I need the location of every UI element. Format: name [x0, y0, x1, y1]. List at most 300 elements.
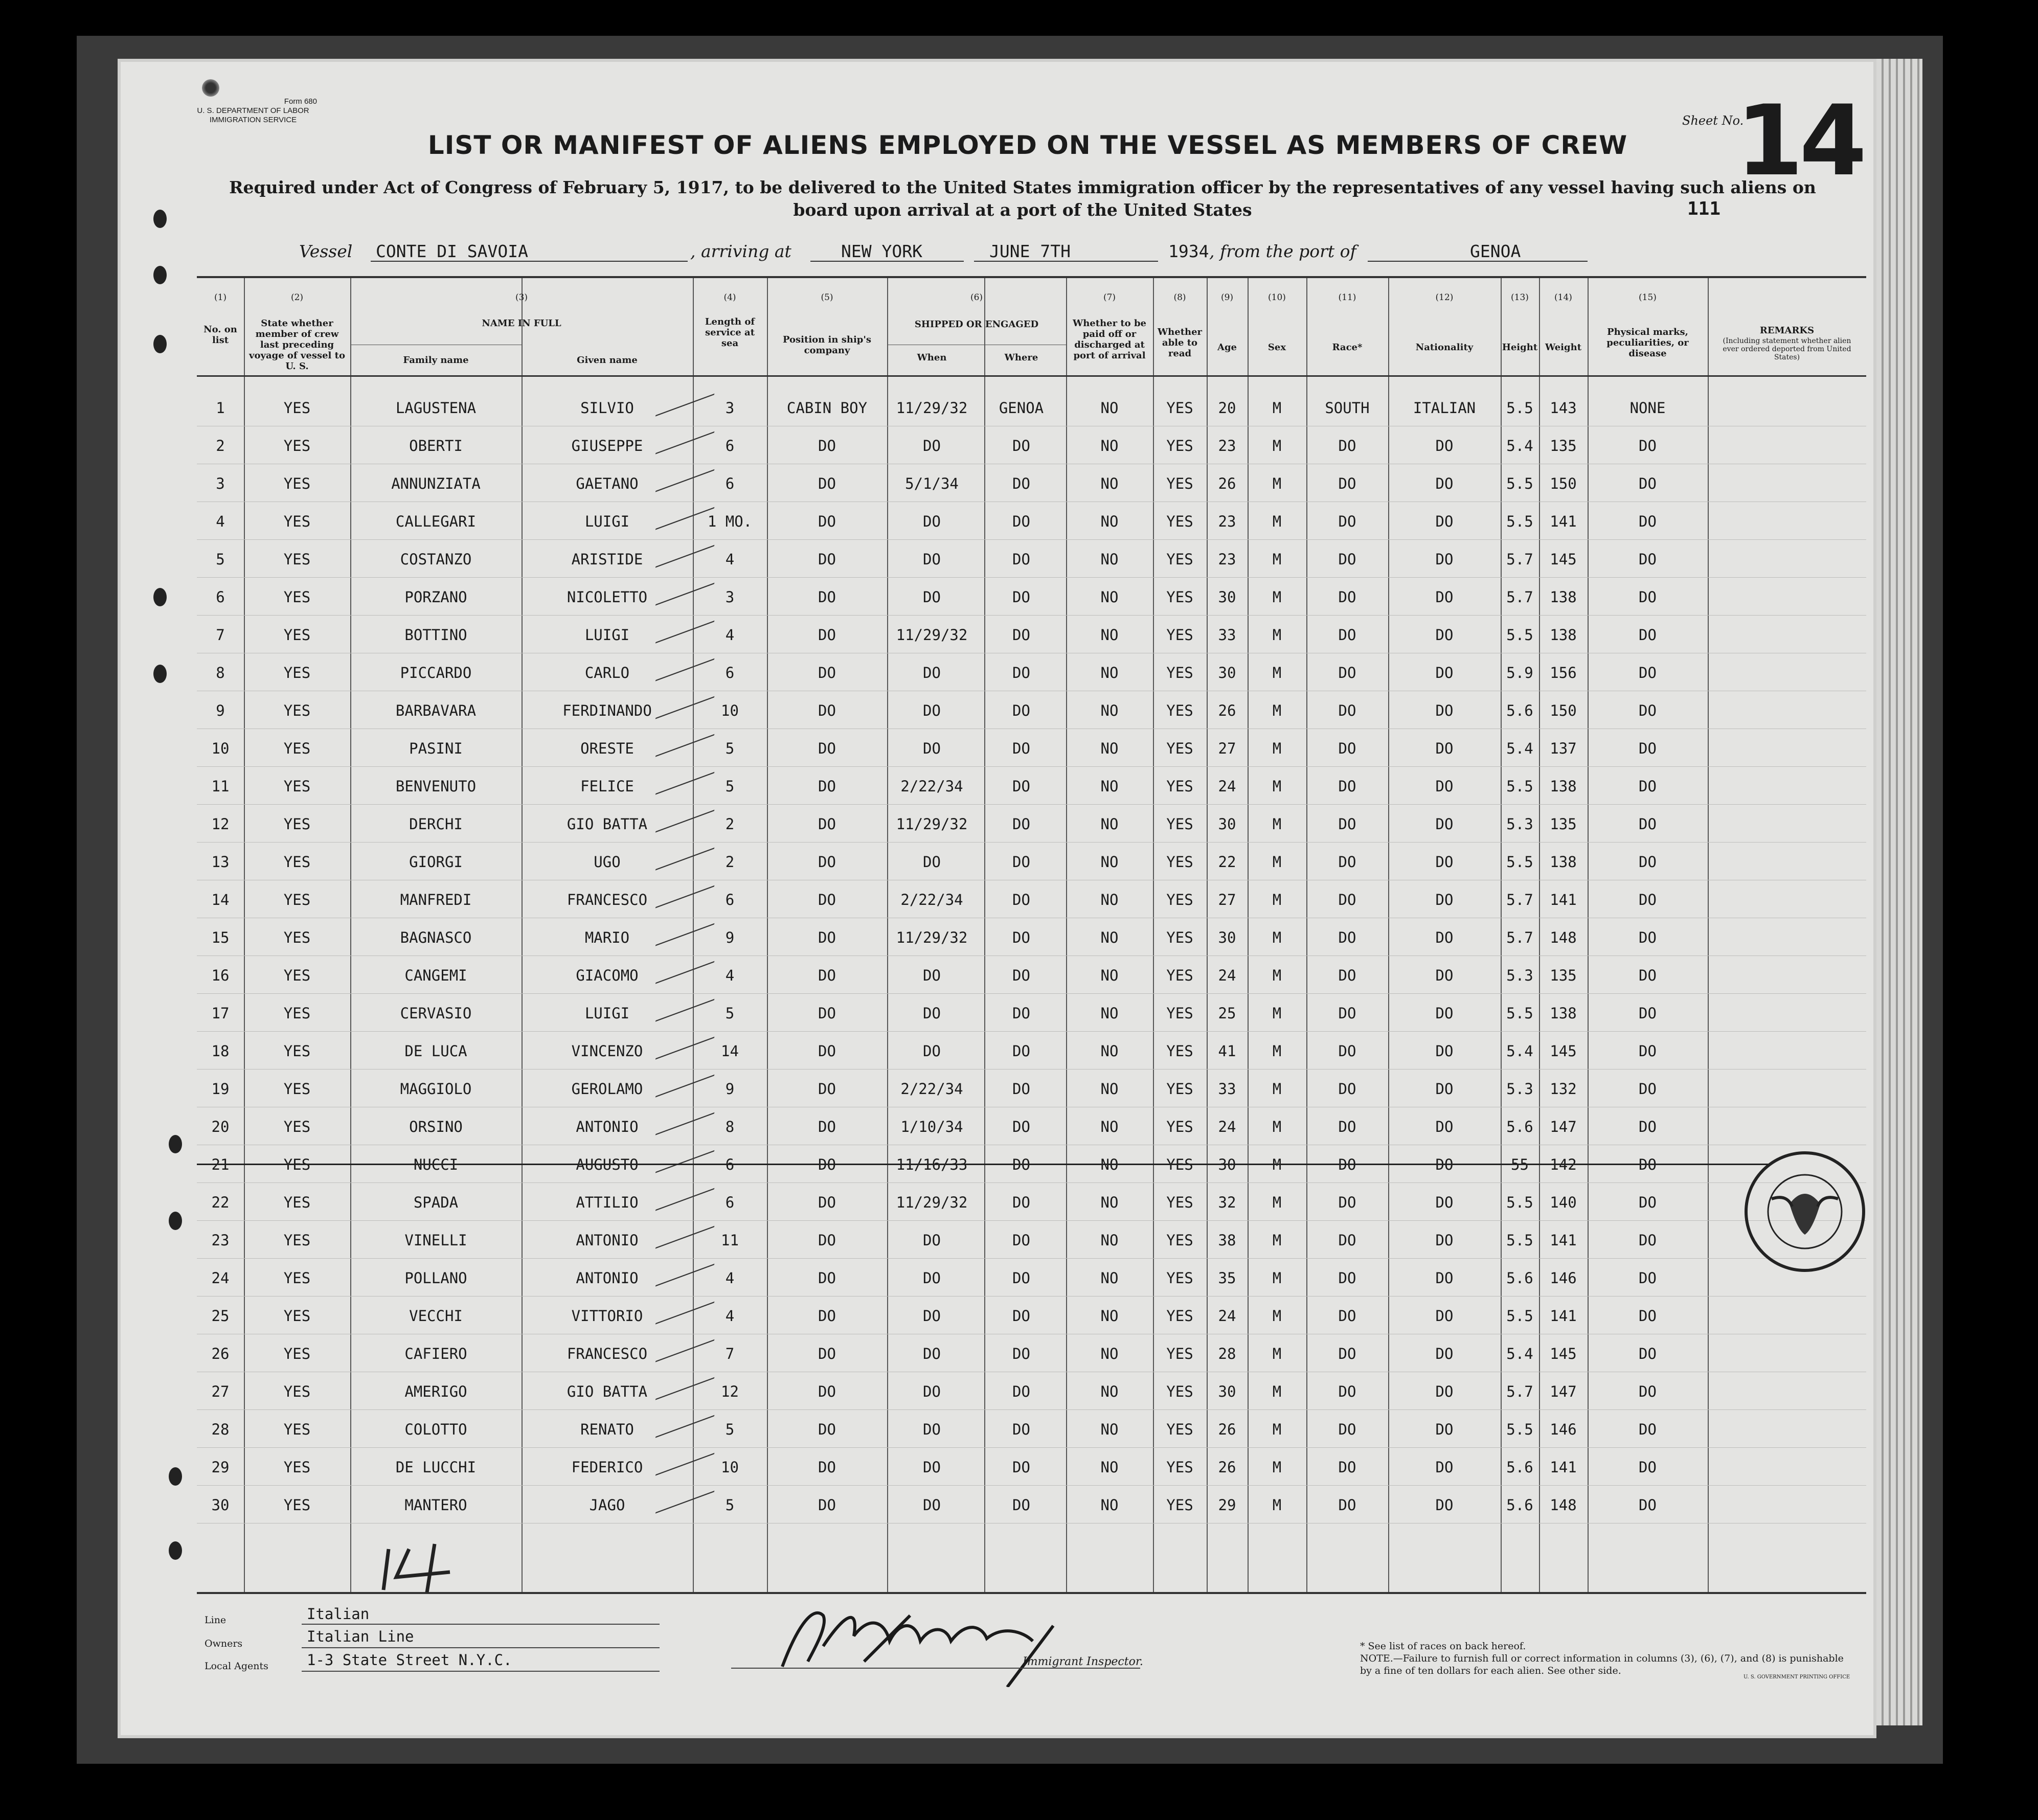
- cell-nat: DO: [1435, 740, 1454, 757]
- cell-nat: DO: [1435, 778, 1454, 795]
- col-num: (3): [515, 292, 528, 303]
- cell-given: FRANCESCO: [567, 1345, 648, 1362]
- cell-read: YES: [1166, 664, 1193, 681]
- cell-race: DO: [1338, 1383, 1356, 1400]
- cell-paid: NO: [1100, 967, 1119, 984]
- cell-sex: M: [1272, 1232, 1282, 1249]
- cell-sex: M: [1272, 1345, 1282, 1362]
- cell-marks: DO: [1639, 1269, 1657, 1287]
- cell-prev: YES: [283, 1042, 311, 1060]
- printer-imprint: U. S. GOVERNMENT PRINTING OFFICE: [1743, 1674, 1850, 1680]
- cell-service: 10: [721, 1459, 739, 1476]
- table-row: [197, 1145, 1866, 1183]
- cell-prev: YES: [283, 1421, 311, 1438]
- cell-prev: YES: [283, 1383, 311, 1400]
- cell-no: 28: [211, 1421, 230, 1438]
- cell-service: 5: [725, 1421, 735, 1438]
- cell-race: DO: [1338, 1156, 1356, 1173]
- cell-race: DO: [1338, 1232, 1356, 1249]
- consulate-stamp-icon: [1741, 1148, 1869, 1276]
- sheet-label: Sheet No.: [1682, 113, 1744, 128]
- cell-marks: NONE: [1629, 399, 1666, 417]
- cell-weight: 138: [1550, 853, 1577, 871]
- cell-nat: DO: [1435, 1307, 1454, 1325]
- cell-when: DO: [923, 1307, 941, 1325]
- col-num: (6): [970, 292, 983, 303]
- cell-family: DE LUCCHI: [395, 1459, 477, 1476]
- cell-sex: M: [1272, 967, 1282, 984]
- cell-service: 6: [725, 1194, 735, 1211]
- cell-position: DO: [818, 1421, 836, 1438]
- cell-prev: YES: [283, 891, 311, 908]
- cell-nat: DO: [1435, 1345, 1454, 1362]
- cell-weight: 138: [1550, 588, 1577, 606]
- cell-race: DO: [1338, 1080, 1356, 1098]
- cell-race: DO: [1338, 437, 1356, 454]
- col-num: (8): [1173, 292, 1186, 303]
- header-weight: Weight: [1545, 342, 1582, 353]
- header-able-to-read: Whether able to read: [1157, 327, 1203, 359]
- cell-family: SPADA: [413, 1194, 459, 1211]
- cell-paid: NO: [1100, 399, 1119, 417]
- cell-when: DO: [923, 740, 941, 757]
- cell-sex: M: [1272, 778, 1282, 795]
- cell-age: 30: [1218, 929, 1236, 946]
- cell-nat: DO: [1435, 1005, 1454, 1022]
- cell-prev: YES: [283, 1345, 311, 1362]
- cell-read: YES: [1166, 399, 1193, 417]
- cell-weight: 148: [1550, 1496, 1577, 1514]
- cell-read: YES: [1166, 1459, 1193, 1476]
- cell-marks: DO: [1639, 513, 1657, 530]
- cell-service: 5: [725, 778, 735, 795]
- cell-given: GEROLAMO: [571, 1080, 643, 1098]
- cell-paid: NO: [1100, 1345, 1119, 1362]
- cell-family: POLLANO: [404, 1269, 467, 1287]
- cell-height: 5.5: [1506, 475, 1533, 492]
- cell-marks: DO: [1639, 1080, 1657, 1098]
- cell-height: 5.5: [1506, 1307, 1533, 1325]
- cell-paid: NO: [1100, 626, 1119, 644]
- cell-age: 22: [1218, 853, 1236, 871]
- cell-age: 30: [1218, 1156, 1236, 1173]
- header-where: Where: [1004, 352, 1038, 363]
- cell-sex: M: [1272, 1042, 1282, 1060]
- cell-prev: YES: [283, 740, 311, 757]
- header-physical-marks: Physical marks, peculiarities, or disease: [1606, 327, 1689, 359]
- cell-marks: DO: [1639, 853, 1657, 871]
- cell-height: 5.6: [1506, 1496, 1533, 1514]
- cell-sex: M: [1272, 891, 1282, 908]
- cell-height: 5.5: [1506, 853, 1533, 871]
- cell-height: 5.7: [1506, 588, 1533, 606]
- cell-read: YES: [1166, 1118, 1193, 1135]
- cell-given: GIO BATTA: [567, 1383, 648, 1400]
- punch-hole: [169, 1541, 182, 1560]
- punch-hole: [169, 1212, 182, 1230]
- cell-nat: DO: [1435, 1118, 1454, 1135]
- cell-nat: DO: [1435, 853, 1454, 871]
- cell-nat: DO: [1435, 1042, 1454, 1060]
- cell-service: 9: [725, 1080, 735, 1098]
- cell-when: DO: [923, 437, 941, 454]
- cell-where: DO: [1012, 1042, 1030, 1060]
- cell-race: DO: [1338, 475, 1356, 492]
- cell-prev: YES: [283, 967, 311, 984]
- cell-service: 5: [725, 740, 735, 757]
- cell-height: 55: [1511, 1156, 1529, 1173]
- cell-weight: 135: [1550, 815, 1577, 833]
- cell-service: 12: [721, 1383, 739, 1400]
- cell-read: YES: [1166, 1080, 1193, 1098]
- cell-weight: 140: [1550, 1194, 1577, 1211]
- cell-prev: YES: [283, 1156, 311, 1173]
- cell-weight: 145: [1550, 1345, 1577, 1362]
- cell-marks: DO: [1639, 1194, 1657, 1211]
- cell-position: DO: [818, 1459, 836, 1476]
- cell-when: DO: [923, 702, 941, 719]
- cell-weight: 143: [1550, 399, 1577, 417]
- cell-position: DO: [818, 588, 836, 606]
- cell-marks: DO: [1639, 1005, 1657, 1022]
- cell-weight: 138: [1550, 626, 1577, 644]
- cell-weight: 135: [1550, 967, 1577, 984]
- cell-given: LUIGI: [584, 513, 630, 530]
- cell-where: DO: [1012, 815, 1030, 833]
- table-row: [197, 1031, 1866, 1070]
- cell-read: YES: [1166, 740, 1193, 757]
- cell-position: DO: [818, 853, 836, 871]
- cell-service: 2: [725, 853, 735, 871]
- cell-family: LAGUSTENA: [395, 399, 477, 417]
- cell-when: 5/1/34: [905, 475, 959, 492]
- cell-height: 5.3: [1506, 967, 1533, 984]
- cell-read: YES: [1166, 1345, 1193, 1362]
- cell-sex: M: [1272, 626, 1282, 644]
- cell-age: 23: [1218, 513, 1236, 530]
- cell-position: DO: [818, 929, 836, 946]
- cell-prev: YES: [283, 513, 311, 530]
- cell-prev: YES: [283, 664, 311, 681]
- table-row: [197, 993, 1866, 1032]
- cell-no: 14: [211, 891, 230, 908]
- header-when: When: [917, 352, 947, 363]
- cell-family: MANFREDI: [400, 891, 472, 908]
- owners-value: Italian Line: [307, 1628, 414, 1645]
- cell-sex: M: [1272, 1080, 1282, 1098]
- page-title: LIST OR MANIFEST OF ALIENS EMPLOYED ON THE VESSEL AS MEMBERS OF CREW: [427, 130, 1628, 160]
- cell-marks: DO: [1639, 815, 1657, 833]
- cell-read: YES: [1166, 891, 1193, 908]
- cell-prev: YES: [283, 1080, 311, 1098]
- cell-sex: M: [1272, 475, 1282, 492]
- cell-given: RENATO: [580, 1421, 634, 1438]
- cell-nat: DO: [1435, 1459, 1454, 1476]
- line-value: Italian: [307, 1605, 370, 1623]
- cell-no: 26: [211, 1345, 230, 1362]
- cell-prev: YES: [283, 1194, 311, 1211]
- cell-no: 22: [211, 1194, 230, 1211]
- cell-family: PICCARDO: [400, 664, 472, 681]
- cell-marks: DO: [1639, 778, 1657, 795]
- cell-read: YES: [1166, 1156, 1193, 1173]
- cell-when: DO: [923, 1269, 941, 1287]
- cell-service: 6: [725, 664, 735, 681]
- cell-age: 26: [1218, 1421, 1236, 1438]
- cell-age: 33: [1218, 626, 1236, 644]
- cell-position: DO: [818, 1307, 836, 1325]
- cell-paid: NO: [1100, 1459, 1119, 1476]
- cell-position: DO: [818, 815, 836, 833]
- cell-race: DO: [1338, 929, 1356, 946]
- cell-read: YES: [1166, 778, 1193, 795]
- cell-race: DO: [1338, 1421, 1356, 1438]
- cell-read: YES: [1166, 1005, 1193, 1022]
- cell-when: 1/10/34: [900, 1118, 963, 1135]
- cell-age: 26: [1218, 1459, 1236, 1476]
- cell-race: DO: [1338, 1307, 1356, 1325]
- cell-height: 5.5: [1506, 399, 1533, 417]
- cell-height: 5.4: [1506, 437, 1533, 454]
- cell-nat: DO: [1435, 702, 1454, 719]
- cell-height: 5.5: [1506, 778, 1533, 795]
- cell-family: CAFIERO: [404, 1345, 467, 1362]
- cell-weight: 138: [1550, 778, 1577, 795]
- cell-prev: YES: [283, 1496, 311, 1514]
- cell-prev: YES: [283, 815, 311, 833]
- cell-family: OBERTI: [409, 437, 463, 454]
- cell-given: LUIGI: [584, 626, 630, 644]
- cell-height: 5.9: [1506, 664, 1533, 681]
- cell-position: DO: [818, 1232, 836, 1249]
- cell-weight: 141: [1550, 1307, 1577, 1325]
- cell-when: DO: [923, 1345, 941, 1362]
- cell-height: 5.5: [1506, 626, 1533, 644]
- cell-no: 5: [216, 551, 225, 568]
- col-num: (7): [1103, 292, 1116, 303]
- header-shipped-engaged: SHIPPED OR ENGAGED: [914, 319, 1039, 330]
- cell-prev: YES: [283, 1269, 311, 1287]
- table-row: [197, 766, 1866, 805]
- cell-when: DO: [923, 588, 941, 606]
- cell-height: 5.6: [1506, 1459, 1533, 1476]
- cell-family: MANTERO: [404, 1496, 467, 1514]
- cell-nat: DO: [1435, 1383, 1454, 1400]
- cell-paid: NO: [1100, 1156, 1119, 1173]
- col-num: (15): [1639, 292, 1657, 303]
- cell-position: DO: [818, 437, 836, 454]
- cell-prev: YES: [283, 588, 311, 606]
- cell-sex: M: [1272, 929, 1282, 946]
- cell-race: DO: [1338, 702, 1356, 719]
- cell-nat: DO: [1435, 929, 1454, 946]
- cell-when: DO: [923, 1496, 941, 1514]
- cell-sex: M: [1272, 740, 1282, 757]
- cell-no: 23: [211, 1232, 230, 1249]
- cell-weight: 145: [1550, 551, 1577, 568]
- cell-read: YES: [1166, 437, 1193, 454]
- cell-race: DO: [1338, 853, 1356, 871]
- cell-given: JAGO: [589, 1496, 625, 1514]
- cell-service: 4: [725, 626, 735, 644]
- cell-paid: NO: [1100, 588, 1119, 606]
- header-given-name: Given name: [577, 355, 638, 366]
- cell-marks: DO: [1639, 1496, 1657, 1514]
- header-no-on-list: No. on list: [203, 324, 237, 346]
- cell-sex: M: [1272, 853, 1282, 871]
- cell-read: YES: [1166, 853, 1193, 871]
- cell-where: DO: [1012, 1118, 1030, 1135]
- cell-marks: DO: [1639, 702, 1657, 719]
- cell-height: 5.5: [1506, 1194, 1533, 1211]
- cell-service: 7: [725, 1345, 735, 1362]
- vessel-name: CONTE DI SAVOIA: [376, 241, 529, 261]
- cell-age: 30: [1218, 815, 1236, 833]
- cell-paid: NO: [1100, 475, 1119, 492]
- cell-when: 2/22/34: [900, 891, 963, 908]
- cell-nat: DO: [1435, 891, 1454, 908]
- department-name: U. S. DEPARTMENT OF LABOR: [197, 106, 309, 115]
- penalty-note: NOTE.—Failure to furnish full or correct information in columns (3), (6), (7), and (8) is punishable by a fine of ten dollars for each alien. See other side.: [1360, 1653, 1844, 1676]
- cell-when: DO: [923, 664, 941, 681]
- cell-sex: M: [1272, 664, 1282, 681]
- punch-hole: [153, 665, 167, 683]
- table-row: [197, 1485, 1866, 1523]
- cell-nat: DO: [1435, 551, 1454, 568]
- cell-service: 1 MO.: [707, 513, 753, 530]
- cell-family: CANGEMI: [404, 967, 467, 984]
- cell-sex: M: [1272, 1005, 1282, 1022]
- cell-where: DO: [1012, 1345, 1030, 1362]
- cell-no: 20: [211, 1118, 230, 1135]
- cell-height: 5.6: [1506, 702, 1533, 719]
- header-length-of-service: Length of service at sea: [705, 316, 755, 349]
- cell-given: SILVIO: [580, 399, 634, 417]
- cell-when: 11/29/32: [896, 815, 968, 833]
- cell-service: 6: [725, 1156, 735, 1173]
- cell-age: 30: [1218, 1383, 1236, 1400]
- table-row: [197, 1069, 1866, 1107]
- arrival-date: JUNE 7TH: [989, 241, 1071, 261]
- crew-manifest-table: [197, 276, 1866, 1594]
- cell-paid: NO: [1100, 437, 1119, 454]
- cell-nat: DO: [1435, 815, 1454, 833]
- cell-height: 5.7: [1506, 1383, 1533, 1400]
- cell-where: DO: [1012, 626, 1030, 644]
- table-row: [197, 1107, 1866, 1145]
- table-row: [197, 1220, 1866, 1259]
- cell-position: DO: [818, 702, 836, 719]
- cell-weight: 141: [1550, 1459, 1577, 1476]
- cell-position: DO: [818, 1042, 836, 1060]
- cell-marks: DO: [1639, 929, 1657, 946]
- cell-nat: DO: [1435, 475, 1454, 492]
- cell-no: 30: [211, 1496, 230, 1514]
- cell-age: 33: [1218, 1080, 1236, 1098]
- cell-race: DO: [1338, 740, 1356, 757]
- cell-paid: NO: [1100, 1232, 1119, 1249]
- cell-marks: DO: [1639, 1118, 1657, 1135]
- cell-age: 35: [1218, 1269, 1236, 1287]
- cell-age: 30: [1218, 588, 1236, 606]
- cell-when: 11/16/33: [896, 1156, 968, 1173]
- table-row: [197, 1409, 1866, 1448]
- cell-paid: NO: [1100, 551, 1119, 568]
- cell-sex: M: [1272, 702, 1282, 719]
- cell-when: DO: [923, 1042, 941, 1060]
- cell-nat: DO: [1435, 1156, 1454, 1173]
- cell-service: 5: [725, 1005, 735, 1022]
- cell-race: DO: [1338, 1118, 1356, 1135]
- cell-position: DO: [818, 513, 836, 530]
- cell-paid: NO: [1100, 891, 1119, 908]
- owners-label: Owners: [205, 1638, 243, 1649]
- cell-read: YES: [1166, 626, 1193, 644]
- cell-prev: YES: [283, 1232, 311, 1249]
- cell-weight: 138: [1550, 1005, 1577, 1022]
- cell-service: 5: [725, 1496, 735, 1514]
- cell-paid: NO: [1100, 815, 1119, 833]
- punch-hole: [153, 588, 167, 606]
- cell-height: 5.4: [1506, 740, 1533, 757]
- cell-given: AUGUSTO: [576, 1156, 639, 1173]
- cell-sex: M: [1272, 551, 1282, 568]
- cell-service: 4: [725, 551, 735, 568]
- cell-weight: 141: [1550, 513, 1577, 530]
- cell-paid: NO: [1100, 702, 1119, 719]
- cell-given: FRANCESCO: [567, 891, 648, 908]
- cell-sex: M: [1272, 1118, 1282, 1135]
- cell-where: GENOA: [999, 399, 1044, 417]
- col-num: (11): [1338, 292, 1356, 303]
- cell-prev: YES: [283, 1005, 311, 1022]
- cell-age: 24: [1218, 1307, 1236, 1325]
- cell-no: 4: [216, 513, 225, 530]
- cell-family: COSTANZO: [400, 551, 472, 568]
- cell-prev: YES: [283, 475, 311, 492]
- table-row: [197, 918, 1866, 956]
- cell-given: ATTILIO: [576, 1194, 639, 1211]
- cell-read: YES: [1166, 1307, 1193, 1325]
- cell-no: 18: [211, 1042, 230, 1060]
- cell-sex: M: [1272, 1156, 1282, 1173]
- cell-when: DO: [923, 1459, 941, 1476]
- table-row: [197, 426, 1866, 464]
- cell-service: 6: [725, 891, 735, 908]
- cell-paid: NO: [1100, 1005, 1119, 1022]
- cell-where: DO: [1012, 475, 1030, 492]
- punch-hole: [169, 1135, 182, 1153]
- cell-position: DO: [818, 664, 836, 681]
- cell-given: MARIO: [584, 929, 630, 946]
- table-row: [197, 502, 1866, 540]
- cell-service: 11: [721, 1232, 739, 1249]
- cell-sex: M: [1272, 1421, 1282, 1438]
- cell-position: DO: [818, 891, 836, 908]
- cell-age: 30: [1218, 664, 1236, 681]
- cell-marks: DO: [1639, 1042, 1657, 1060]
- header-paid-off: Whether to be paid off or discharged at port of arrival: [1073, 318, 1146, 361]
- cell-paid: NO: [1100, 513, 1119, 530]
- cell-no: 27: [211, 1383, 230, 1400]
- service-name: IMMIGRATION SERVICE: [209, 116, 297, 124]
- cell-nat: DO: [1435, 664, 1454, 681]
- cell-given: UGO: [594, 853, 621, 871]
- cell-service: 3: [725, 588, 735, 606]
- cell-prev: YES: [283, 626, 311, 644]
- cell-where: DO: [1012, 1496, 1030, 1514]
- cell-family: PORZANO: [404, 588, 467, 606]
